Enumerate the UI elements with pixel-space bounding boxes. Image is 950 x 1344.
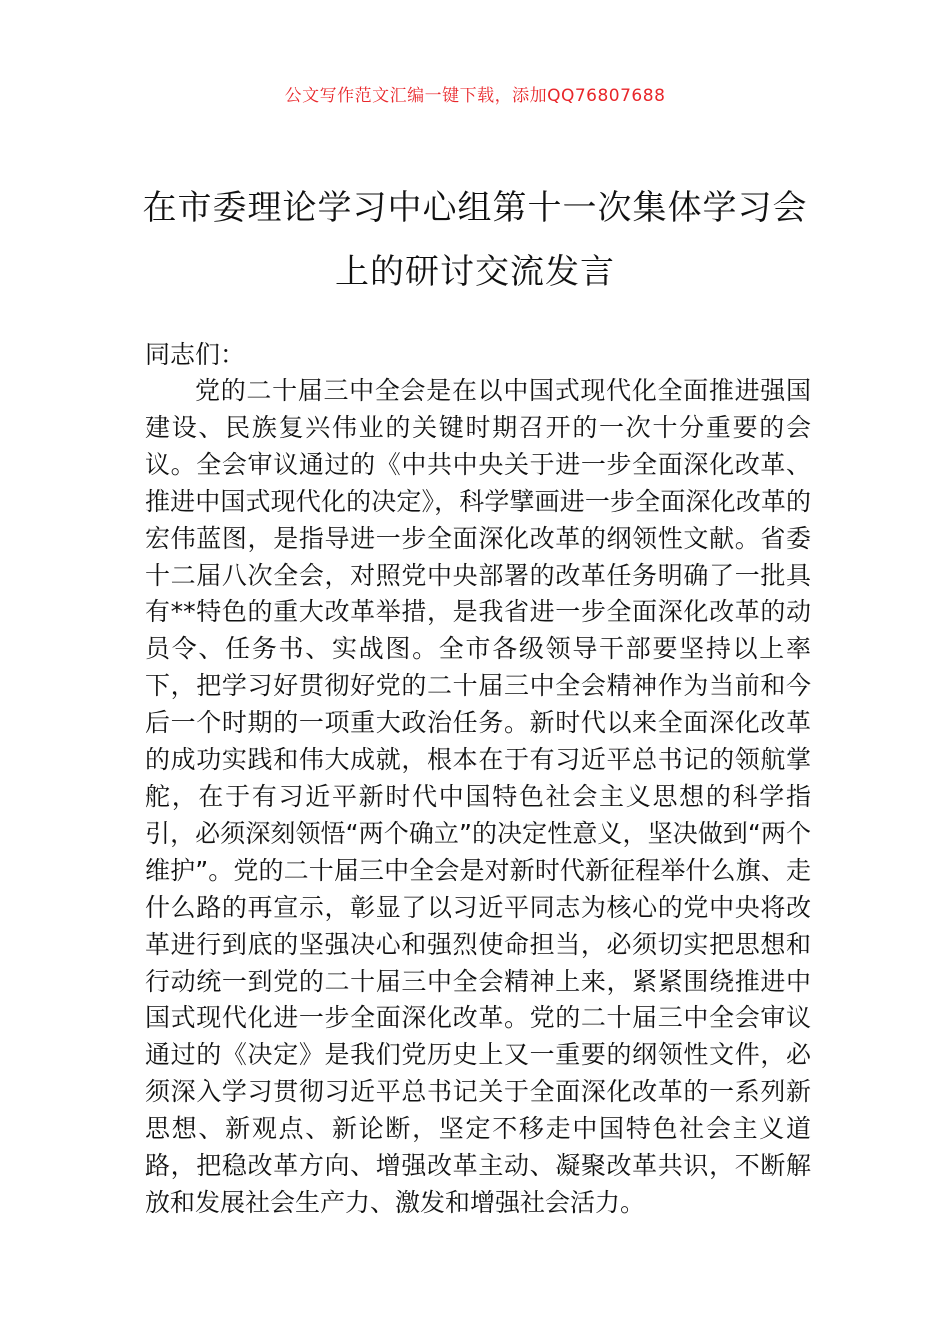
salutation: 同志们： bbox=[145, 340, 246, 369]
body-paragraph: 党的二十届三中全会是在以中国式现代化全面推进强国建设、民族复兴伟业的关键时期召开的一次十分重要的会议。全会审议通过的《中共中央关于进一步全面深化改革、推进中国式现代化的决定》，科学擘画进一步全面深化改革的宏伟蓝图，是指导进一步全面深化改革的纲领性文献。省委十二届八次全会，对照党中央部署的改革任务明确了一批具有**特色的重大改革举措，是我省进一步全面深化改革的动员令、任务书、实战图。全市各级领导干部要坚持以上率下，把学习好贯彻好党的二十届三中全会精神作为当前和今后一个时期的一项重大政治任务。新时代以来全面深化改革的成功实践和伟大成就，根本在于有习近平总书记的领航掌舵，在于有习近平新时代中国特色社会主义思想的科学指引，必须深刻领悟“两个确立”的决定性意义，坚决做到“两个维护”。党的二十届三中全会是对新时代新征程举什么旗、走什么路的再宣示，彰显了以习近平同志为核心的党中央将改革进行到底的坚强决心和强烈使命担当，必须切实把思想和行动统一到党的二十届三中全会精神上来，紧紧围绕推进中国式现代化进一步全面深化改革。党的二十届三中全会审议通过的《决定》是我们党历史上又一重要的纲领性文件，必须深入学习贯彻习近平总书记关于全面深化改革的一系列新思想、新观点、新论断，坚定不移走中国特色社会主义道路，把稳改革方向、增强改革主动、凝聚改革共识，不断解放和发展社会生产力、激发和增强社会活力。 bbox=[145, 376, 811, 1217]
download-promo-note: 公文写作范文汇编一键下载，添加QQ76807688 bbox=[284, 86, 666, 106]
document-title: 在市委理论学习中心组第十一次集体学习会上的研讨交流发言 bbox=[142, 188, 808, 292]
